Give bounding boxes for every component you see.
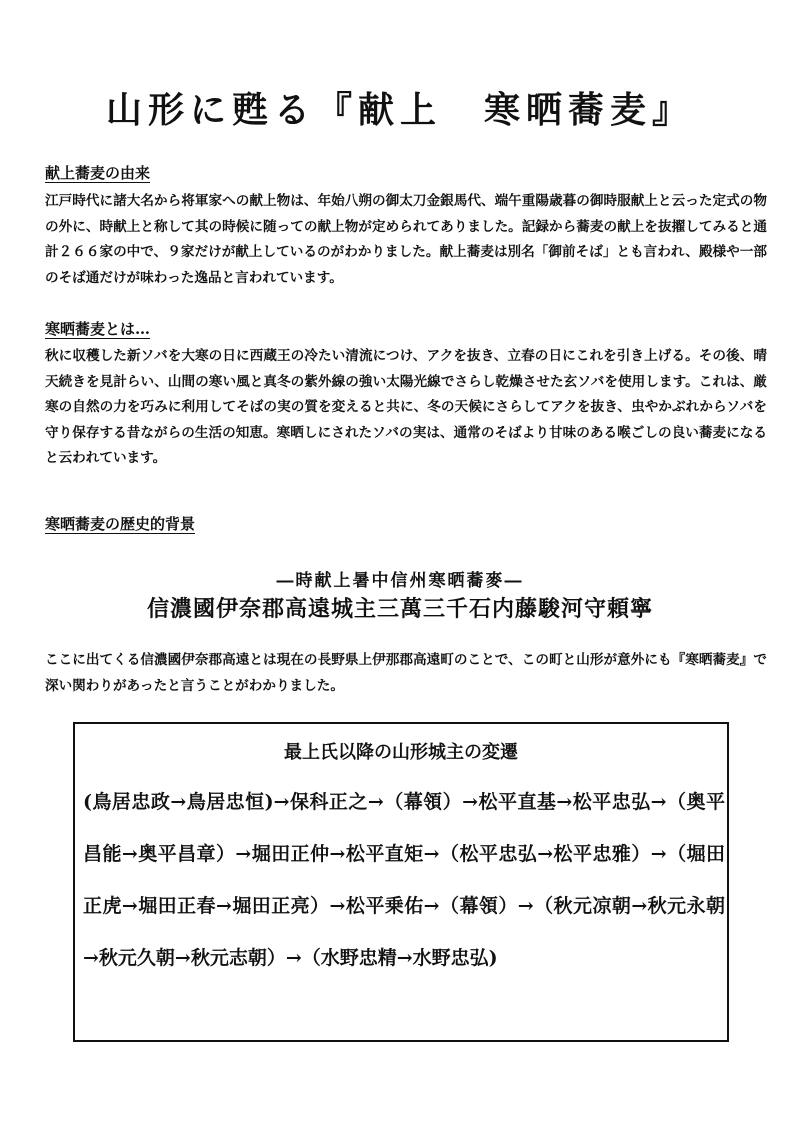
castle-lords-box: [73, 722, 729, 1042]
section-body-definition: 秋に収穫した新ソバを大寒の日に西蔵王の冷たい清流につけ、アクを抜き、立春の日にこれを引き上げる。その後、晴天続きを見計らい、山間の寒い風と真冬の紫外線の強い太陽光線でさらし乾燥させた玄ソバを使用します。これは、厳寒の自然の力を巧みに利用してそばの実の質を変えると共に、冬の天候にさらしてアクを抜き、虫やかぶれからソバを守り保存する昔ながらの生活の知恵。寒晒しにされたソバの実は、通常のそばより甘味のある喉ごしの良い蕎麦になると云われています。: [45, 348, 767, 466]
castle-lords-sequence: (鳥居忠政→鳥居忠恒)→保科正之→（幕領）→松平直基→松平忠弘→（奥平昌能→奥平昌章）→堀田正仲→松平直矩→（松平忠弘→松平忠雅）→（堀田正虎→堀田正春→堀田正亮）→松平乗佑→（幕領）→（秋元凉朝→秋元永朝→秋元久朝→秋元志朝）→（水野忠精→水野忠弘): [83, 791, 725, 969]
historical-quote-line-2: 信濃國伊奈郡高遠城主三萬三千石内藤駿河守頼寧: [146, 596, 653, 622]
section-body-history: ここに出てくる信濃國伊奈郡高遠とは現在の長野県上伊那郡高遠町のことで、この町と山形が意外にも『寒晒蕎麦』で深い関わりがあったと言うことがわかりました。: [45, 652, 767, 694]
section-heading-definition: 寒晒蕎麦とは…: [45, 320, 151, 338]
historical-quote-line-1: ―時献上暑中信州寒晒蕎麥―: [276, 571, 524, 591]
page-title: 山形に甦る『献上 寒晒蕎麦』: [105, 89, 694, 131]
castle-lords-title: 最上氏以降の山形城主の変遷: [284, 742, 518, 763]
section-body-origin: 江戸時代に諸大名から将軍家への献上物は、年始八朔の御太刀金銀馬代、端午重陽歳暮の御時服献上と云った定式の物の外に、時献上と称して其の時候に随っての献上物が定められてありました。記録から蕎麦の献上を抜擢してみると通計２６６家の中で、９家だけが献上しているのがわかりました。献上蕎麦は別名「御前そば」とも言われ、殿様や一部のそば通だけが味わった逸品と言われています。: [45, 193, 767, 286]
section-heading-history: 寒晒蕎麦の歴史的背景: [45, 515, 196, 533]
section-heading-origin: 献上蕎麦の由来: [45, 164, 151, 182]
